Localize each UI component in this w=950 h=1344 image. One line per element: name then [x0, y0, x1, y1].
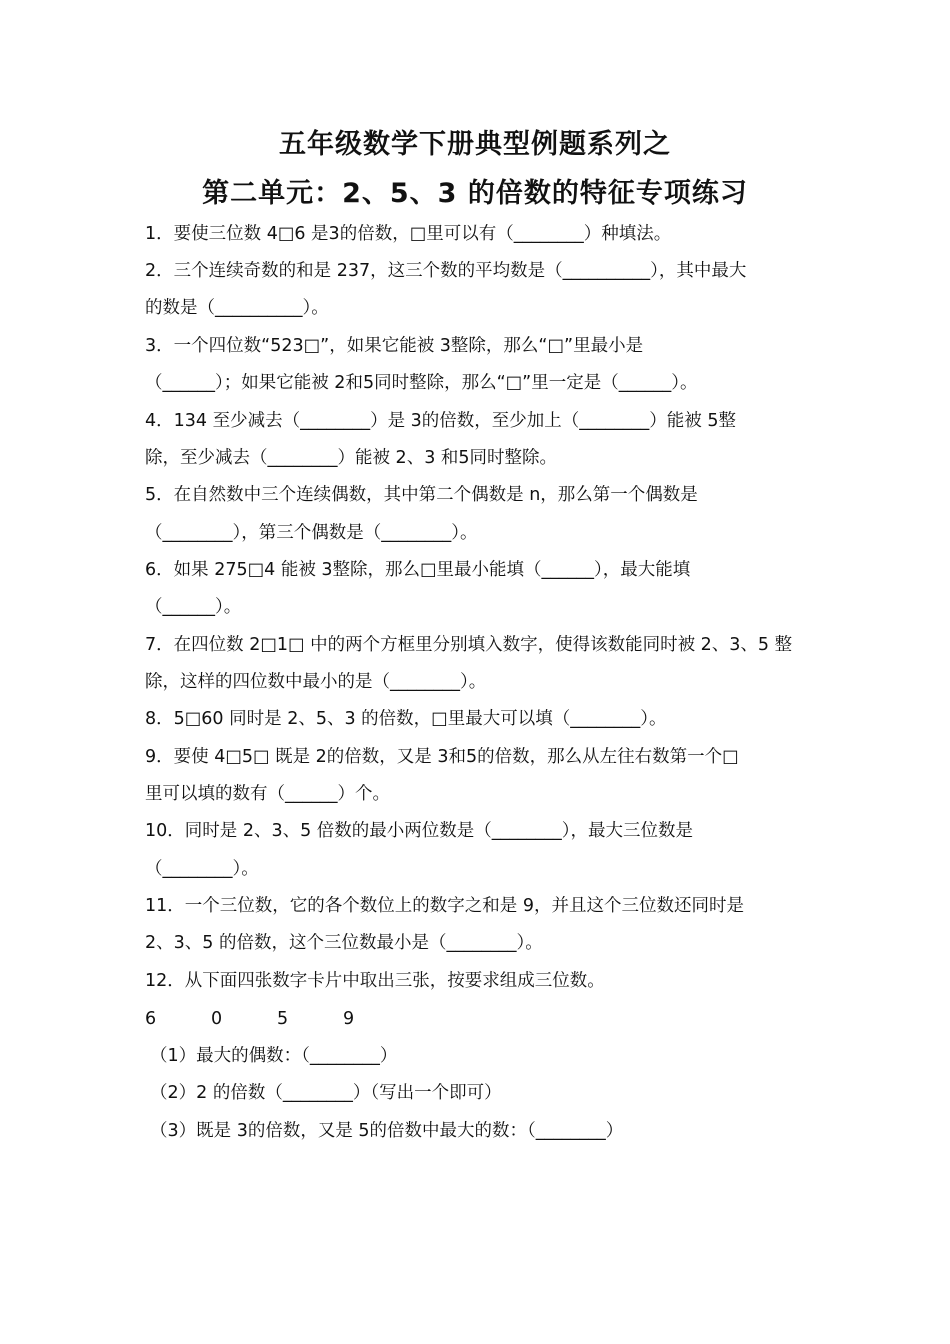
digit-card: 0 — [211, 1009, 223, 1029]
sub-question-3: （3）既是 3的倍数，又是 5的倍数中最大的数：（________） — [150, 1121, 624, 1141]
sub-question-2: （2）2 的倍数（________）（写出一个即可） — [150, 1083, 502, 1103]
question-10-line-2: （________）。 — [145, 859, 259, 879]
digit-card: 9 — [343, 1009, 355, 1029]
question-9-line-1: 9．要使 4□5□ 既是 2的倍数，又是 3和5的倍数，那么从左往右数第一个□ — [145, 747, 739, 767]
question-10-line-1: 10．同时是 2、3、5 倍数的最小两位数是（________），最大三位数是 — [145, 821, 694, 841]
unit-title: 第二单元：2、5、3 的倍数的特征专项练习 — [202, 178, 748, 209]
question-4-line-2: 除，至少减去（________）能被 2、3 和5同时整除。 — [145, 448, 558, 468]
question-6-line-2: （______）。 — [145, 597, 242, 617]
digit-cards — [145, 1007, 409, 1031]
question-8-line: 8．5□60 同时是 2、5、3 的倍数，□里最大可以填（________）。 — [145, 709, 667, 729]
question-5-line-1: 5．在自然数中三个连续偶数，其中第二个偶数是 n，那么第一个偶数是 — [145, 485, 698, 505]
question-12-line: 12．从下面四张数字卡片中取出三张，按要求组成三位数。 — [145, 971, 605, 991]
question-6-line-1: 6．如果 275□4 能被 3整除，那么□里最小能填（______），最大能填 — [145, 560, 691, 580]
digit-card: 5 — [277, 1009, 289, 1029]
question-11-line-1: 11．一个三位数，它的各个数位上的数字之和是 9，并且这个三位数还同时是 — [145, 896, 744, 916]
question-2-line-2: 的数是（__________）。 — [145, 298, 329, 318]
worksheet-title: 五年级数学下册典型例题系列之 — [279, 129, 671, 160]
digit-card: 6 — [145, 1009, 157, 1029]
sub-question-1: （1）最大的偶数：（________） — [150, 1046, 398, 1066]
question-2-line-1: 2．三个连续奇数的和是 237，这三个数的平均数是（__________），其中最大 — [145, 261, 747, 281]
question-1-line: 1．要使三位数 4□6 是3的倍数，□里可以有（________）种填法。 — [145, 224, 672, 244]
question-9-line-2: 里可以填的数有（______）个。 — [145, 784, 390, 804]
question-5-line-2: （________），第三个偶数是（________）。 — [145, 523, 478, 543]
question-7-line-2: 除，这样的四位数中最小的是（________）。 — [145, 672, 487, 692]
question-4-line-1: 4．134 至少减去（________）是 3的倍数，至少加上（________）能被 5整 — [145, 411, 736, 431]
question-11-line-2: 2、3、5 的倍数，这个三位数最小是（________）。 — [145, 933, 543, 953]
question-7-line-1: 7．在四位数 2□1□ 中的两个方框里分别填入数字，使得该数能同时被 2、3、5 整 — [145, 635, 793, 655]
question-3-line-2: （______）；如果它能被 2和5同时整除，那么“□”里一定是（______）。 — [145, 373, 698, 393]
question-3-line-1: 3．一个四位数“523□”，如果它能被 3整除，那么“□”里最小是 — [145, 336, 644, 356]
